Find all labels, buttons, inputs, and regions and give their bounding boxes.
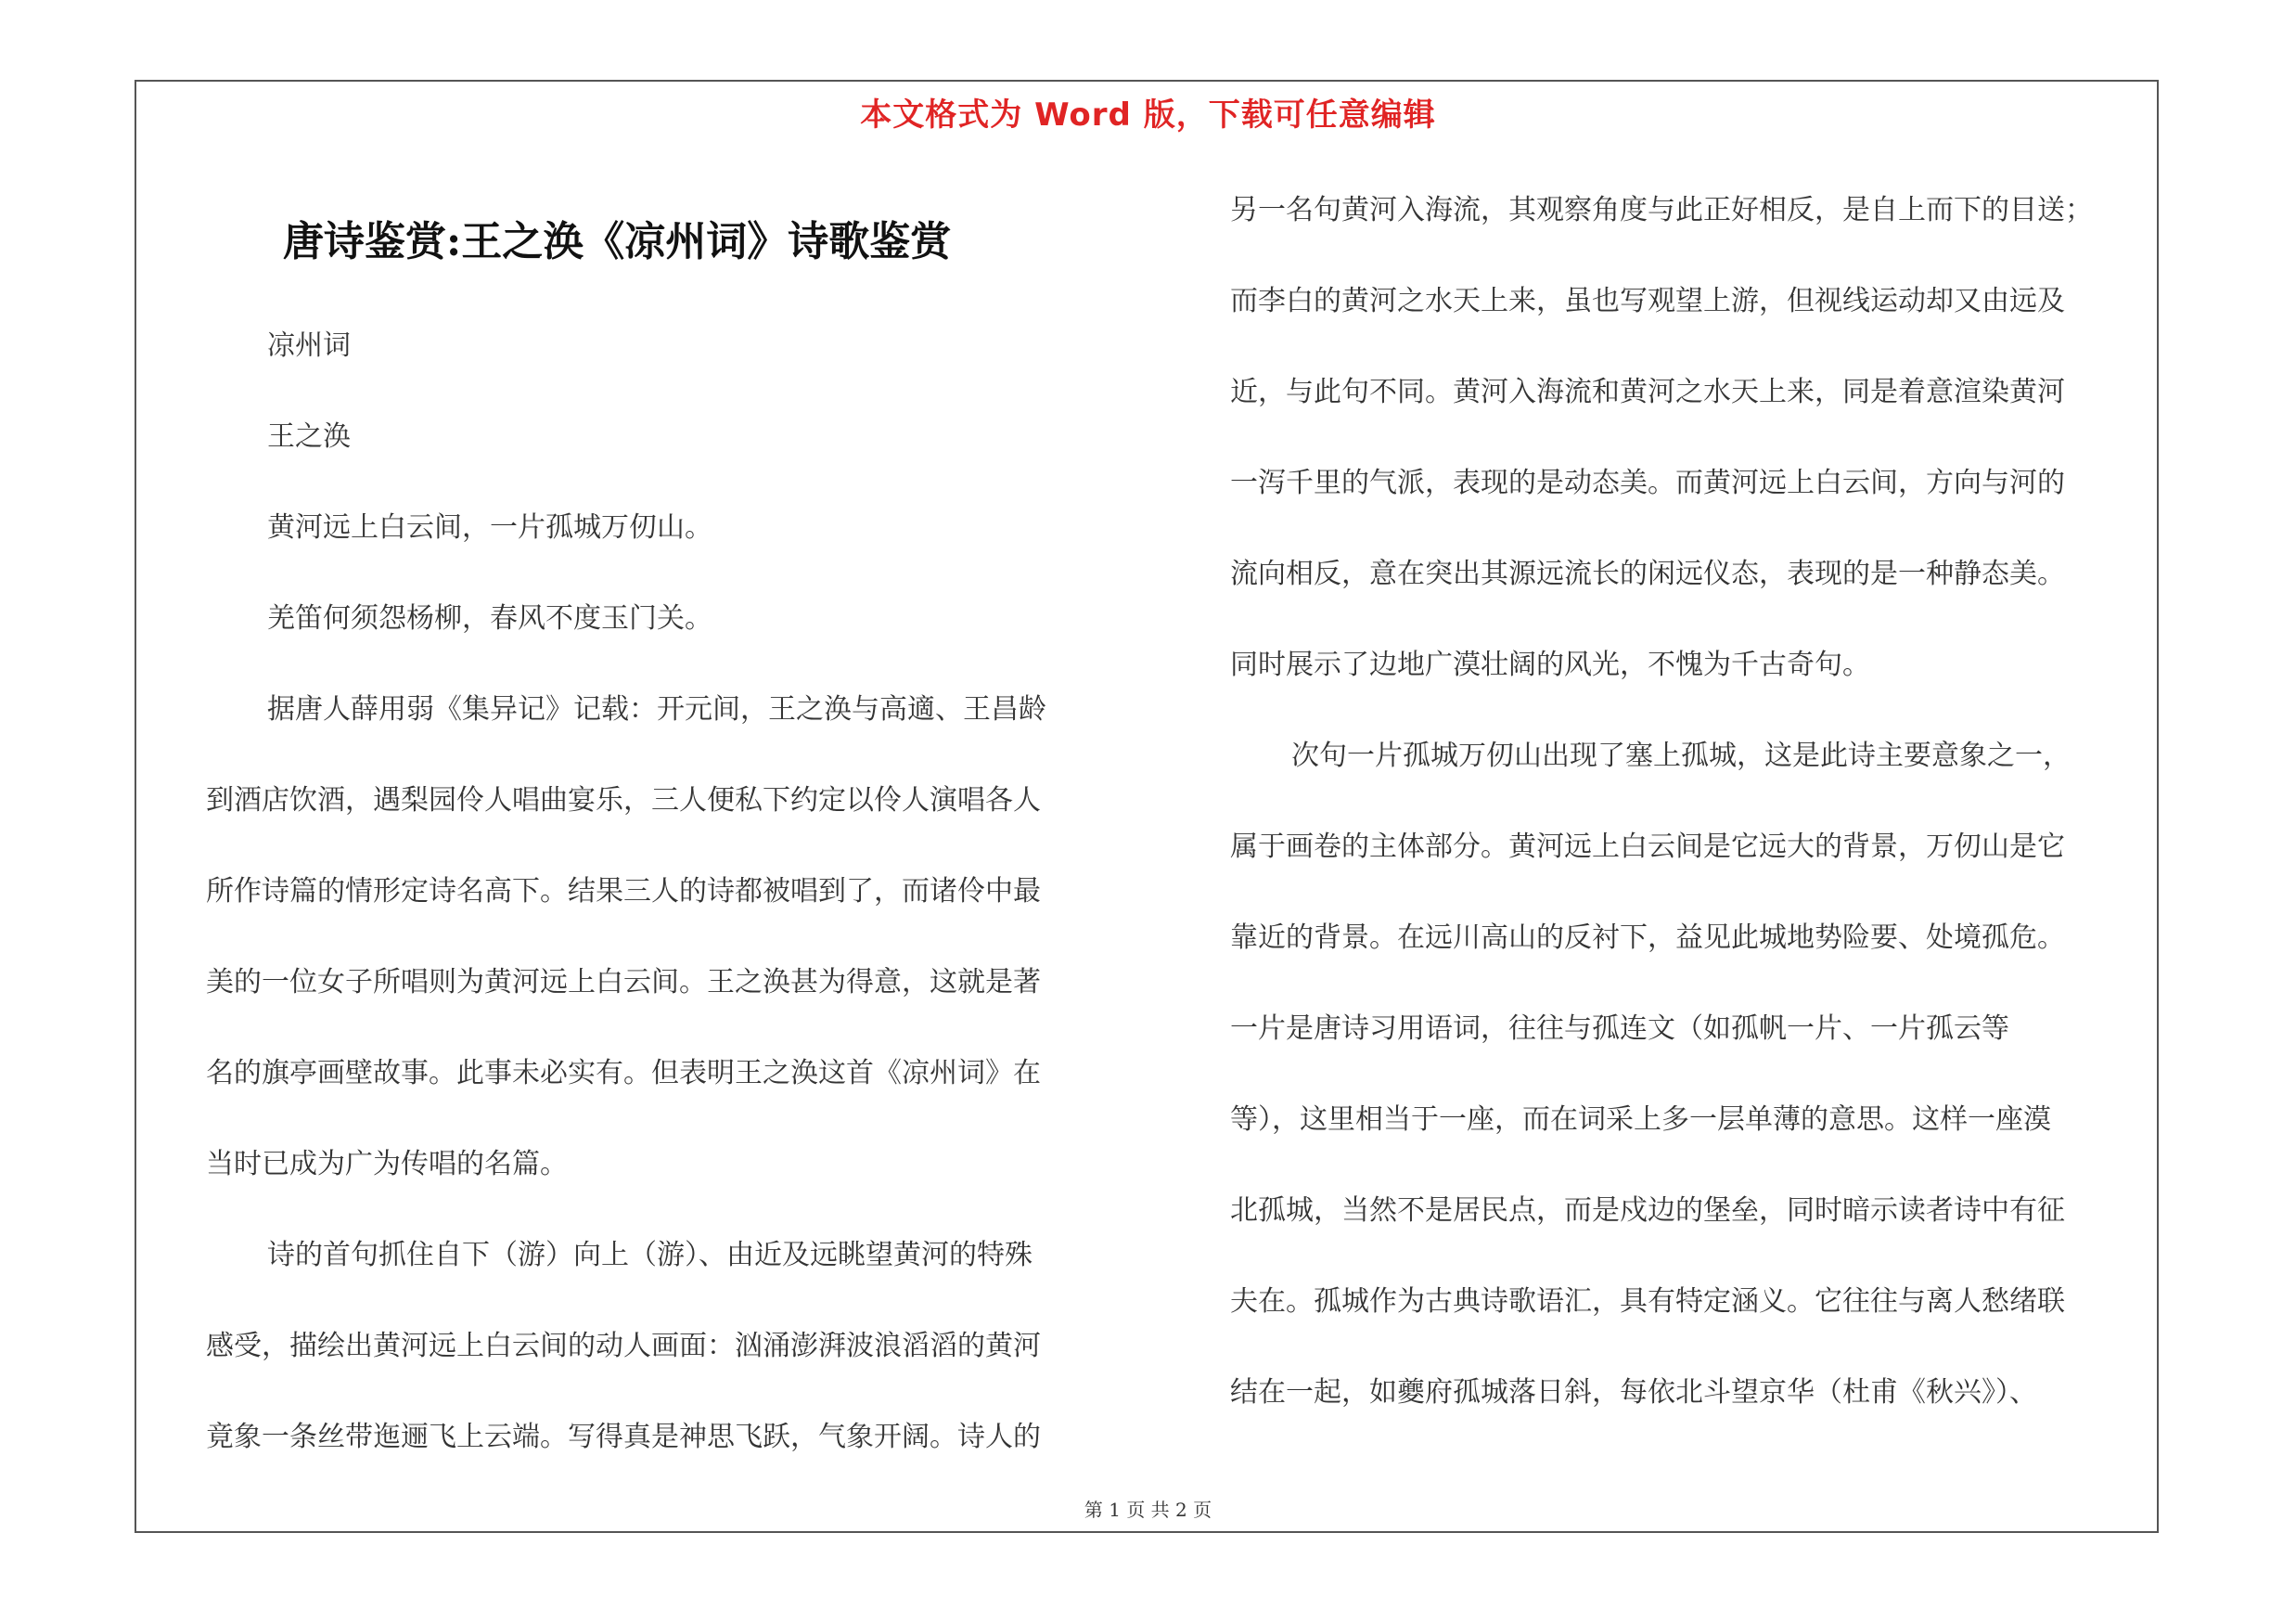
document-title: 唐诗鉴赏:王之涣《凉州词》诗歌鉴赏 (283, 218, 952, 265)
text-line: 凉州词 (267, 329, 351, 362)
text-line: 北孤城，当然不是居民点，而是戍边的堡垒，同时暗示读者诗中有征 (1230, 1194, 2065, 1227)
text-line: 美的一位女子所唱则为黄河远上白云间。王之涣甚为得意，这就是著 (206, 966, 1041, 998)
left-column (206, 301, 1130, 1483)
text-line: 属于画卷的主体部分。黄河远上白云间是它远大的背景，万仞山是它 (1230, 831, 2065, 863)
text-line: 名的旗亭画壁故事。此事未必实有。但表明王之涣这首《凉州词》在 (206, 1057, 1041, 1089)
text-line: 所作诗篇的情形定诗名高下。结果三人的诗都被唱到了，而诸伶中最 (206, 875, 1041, 908)
text-line: 次句一片孤城万仞山出现了塞上孤城，这是此诗主要意象之一， (1291, 740, 2071, 772)
text-line: 流向相反，意在突出其源远流长的闲远仪态，表现的是一种静态美。 (1230, 558, 2065, 590)
right-column (1230, 165, 2167, 1438)
text-line: 竟象一条丝带迤逦飞上云端。写得真是神思飞跃，气象开阔。诗人的 (206, 1421, 1041, 1453)
text-line: 羌笛何须怨杨柳，春风不度玉门关。 (267, 602, 712, 635)
text-line: 另一名句黄河入海流，其观察角度与此正好相反，是自上而下的目送； (1230, 194, 2093, 226)
text-line: 诗的首句抓住自下（游）向上（游）、由近及远眺望黄河的特殊 (267, 1239, 1033, 1271)
text-line: 到酒店饮酒，遇梨园伶人唱曲宴乐，三人便私下约定以伶人演唱各人 (206, 784, 1041, 817)
text-line: 夫在。孤城作为古典诗歌语汇，具有特定涵义。它往往与离人愁绪联 (1230, 1285, 2065, 1318)
text-line: 据唐人薛用弱《集异记》记载：开元间，王之涣与高適、王昌龄 (267, 693, 1046, 726)
text-line: 同时展示了边地广漠壮阔的风光，不愧为千古奇句。 (1230, 649, 1870, 681)
text-line: 结在一起，如夔府孤城落日斜，每依北斗望京华（杜甫《秋兴》）、 (1230, 1376, 2037, 1409)
text-line: 而李白的黄河之水天上来，虽也写观望上游，但视线运动却又由远及 (1230, 285, 2065, 317)
text-line: 等），这里相当于一座，而在词采上多一层单薄的意思。这样一座漠 (1230, 1103, 2051, 1136)
text-line: 靠近的背景。在远川高山的反衬下，益见此城地势险要、处境孤危。 (1230, 921, 2065, 954)
text-line: 感受，描绘出黄河远上白云间的动人画面：汹涌澎湃波浪滔滔的黄河 (206, 1330, 1041, 1362)
text-line: 一片是唐诗习用语词，往往与孤连文（如孤帆一片、一片孤云等 (1230, 1012, 2009, 1045)
page-footer: 第 1 页 共 2 页 (1084, 1499, 1212, 1521)
format-notice-banner: 本文格式为 Word 版，下载可任意编辑 (860, 97, 1436, 134)
text-line: 一泻千里的气派，表现的是动态美。而黄河远上白云间，方向与河的 (1230, 467, 2065, 499)
text-line: 当时已成为广为传唱的名篇。 (206, 1148, 568, 1180)
text-line: 黄河远上白云间，一片孤城万仞山。 (267, 511, 712, 544)
text-line: 王之涣 (267, 420, 351, 453)
text-line: 近，与此句不同。黄河入海流和黄河之水天上来，同是着意渲染黄河 (1230, 376, 2065, 408)
